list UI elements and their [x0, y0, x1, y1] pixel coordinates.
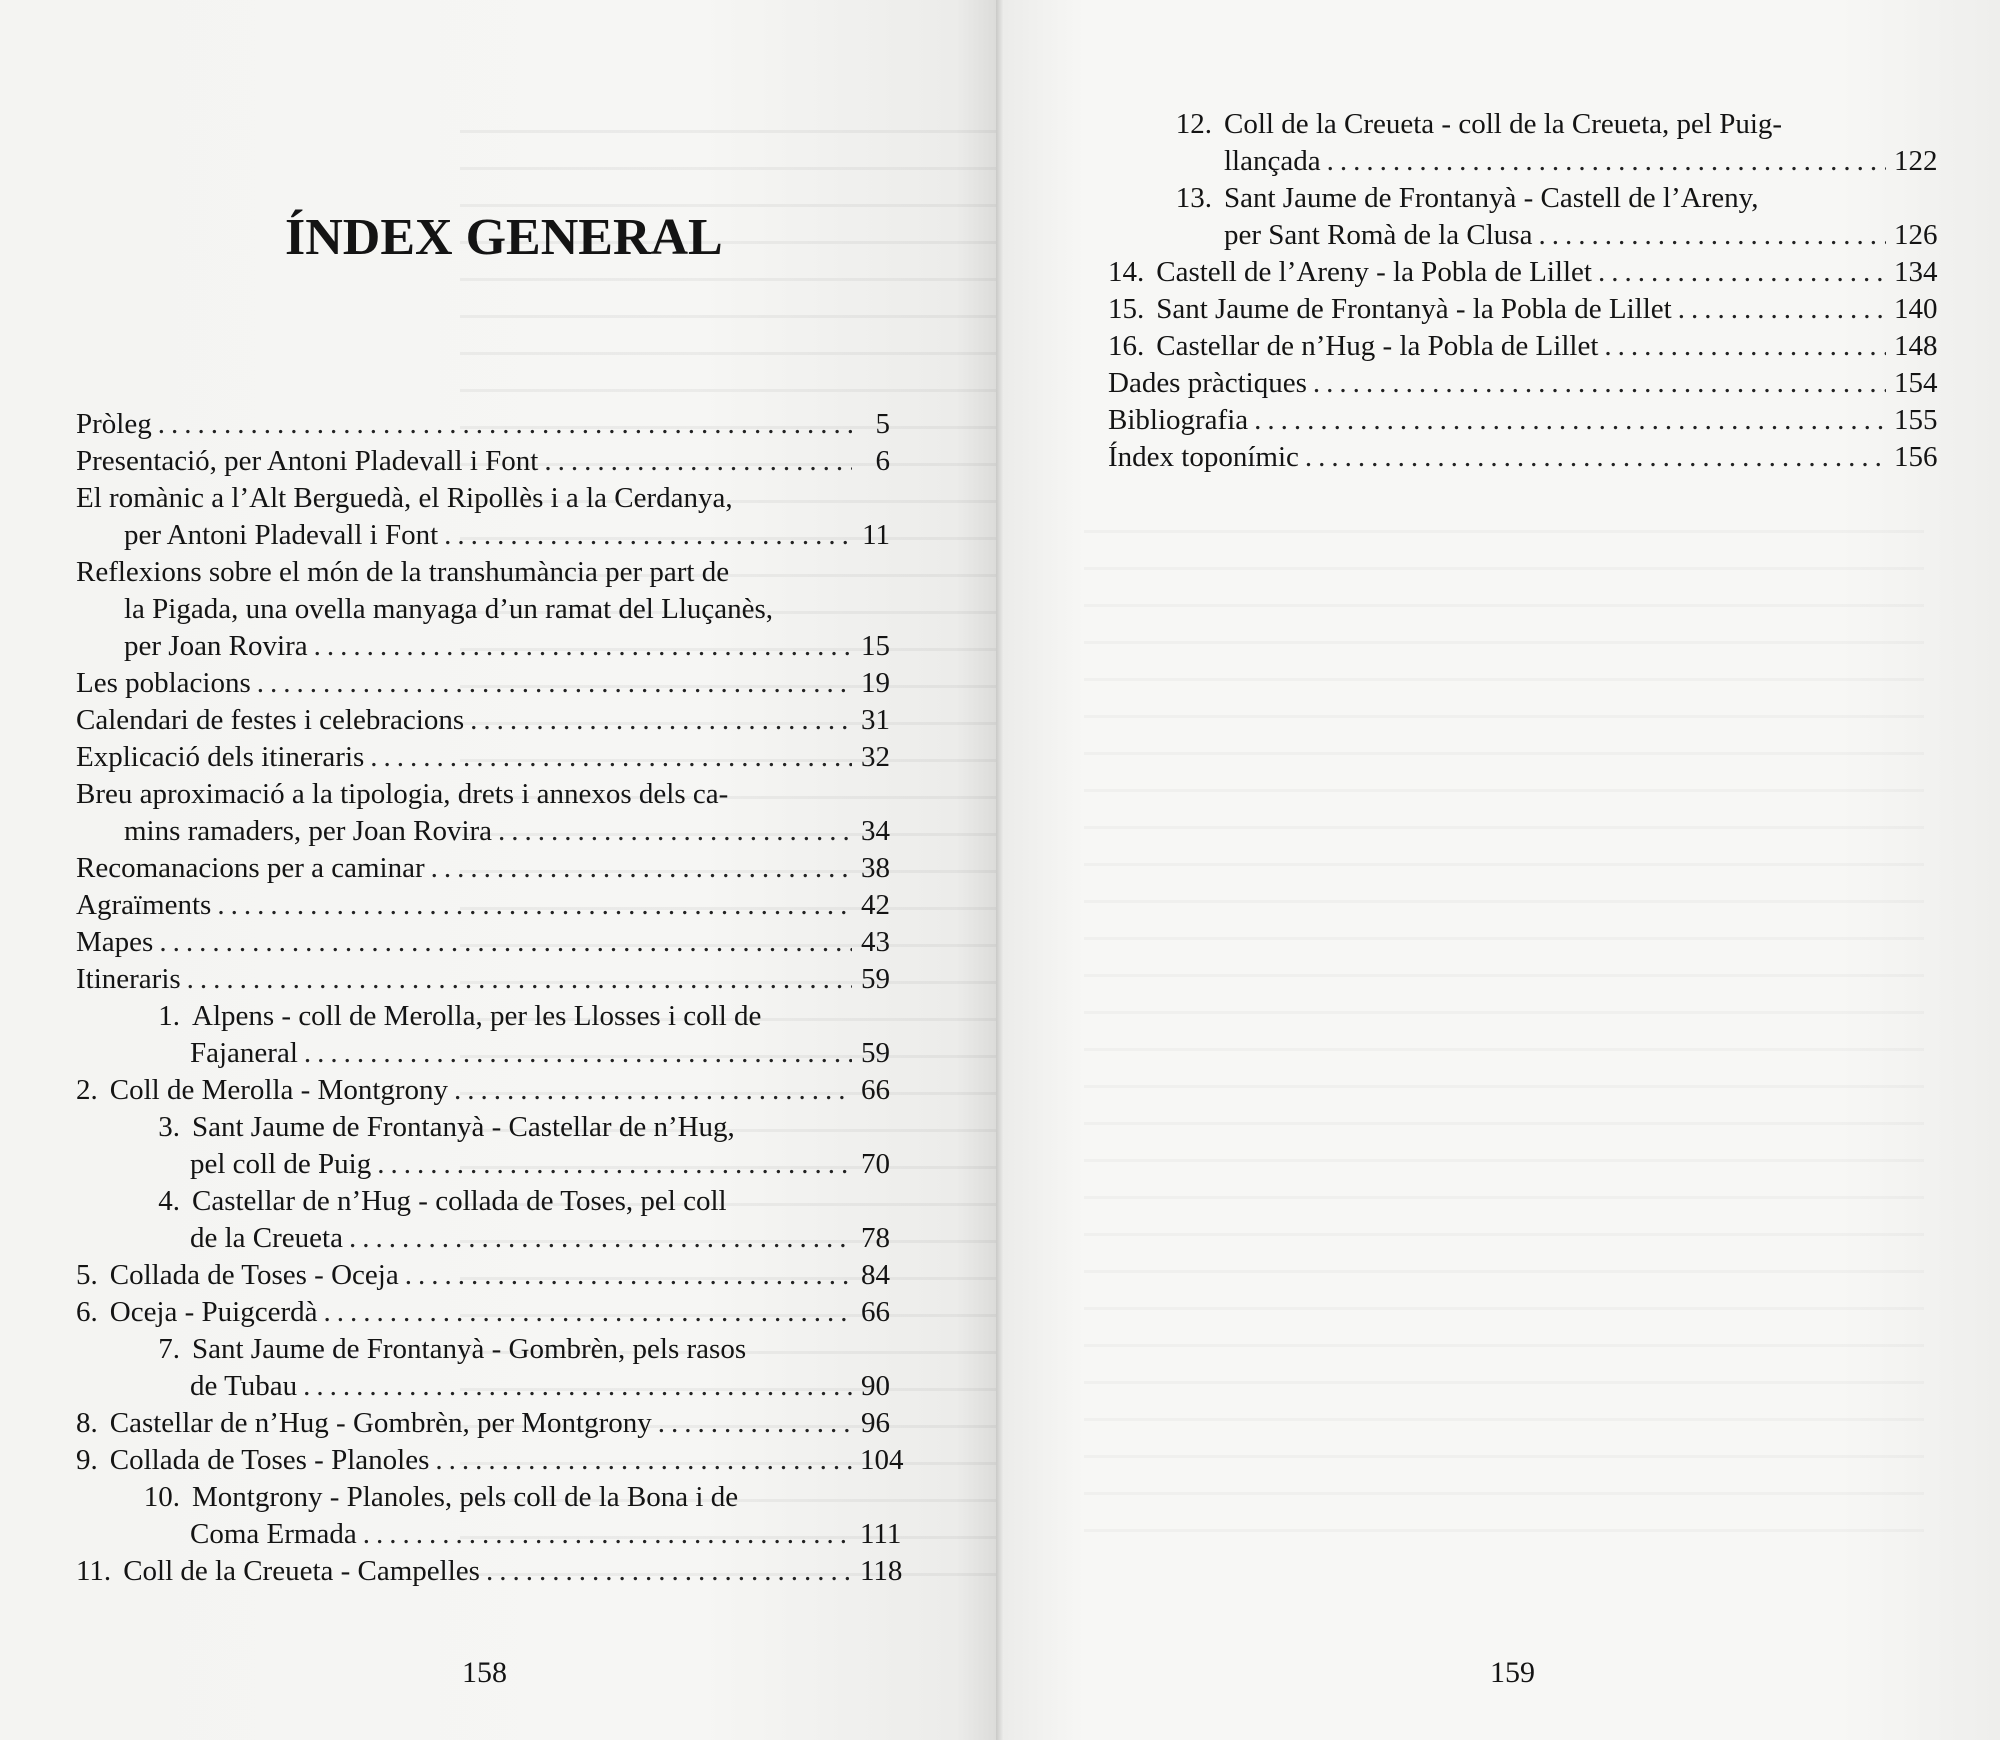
- toc-itinerary-3[interactable]: [76, 1109, 890, 1183]
- dot-leader: [323, 1294, 852, 1331]
- toc-page-number: 31: [861, 704, 890, 736]
- toc-page-number: 32: [861, 741, 890, 773]
- toc-entry-text: pel coll de Puig: [190, 1148, 372, 1180]
- toc-page-number: 19: [861, 667, 890, 699]
- table-of-contents-left: [76, 406, 904, 1590]
- dot-leader: [486, 1553, 852, 1590]
- toc-entry-presentacio[interactable]: [76, 443, 890, 480]
- toc-page-number: 5: [875, 408, 890, 440]
- toc-entry-text: Sant Jaume de Frontanyà - Gombrèn, pels rasos: [192, 1333, 747, 1365]
- toc-entry-calendari[interactable]: [76, 702, 890, 739]
- toc-itinerary-5[interactable]: [76, 1257, 890, 1294]
- toc-entry-text: Alpens - coll de Merolla, per les Llosses i coll de: [192, 1000, 762, 1032]
- toc-entry-text: Collada de Toses - Planoles: [109, 1444, 430, 1476]
- toc-page-number: 126: [1894, 219, 1938, 251]
- toc-itinerary-6[interactable]: [76, 1294, 890, 1331]
- toc-entry-text: per Sant Romà de la Clusa: [1224, 219, 1533, 251]
- toc-entry-recomanacions[interactable]: [76, 850, 890, 887]
- toc-entry-text: Collada de Toses - Oceja: [109, 1259, 399, 1291]
- dot-leader: [377, 1146, 852, 1183]
- toc-entry-text: Montgrony - Planoles, pels coll de la Bona i de: [192, 1481, 739, 1513]
- toc-entry-text: Castellar de n’Hug - collada de Toses, pel coll: [192, 1185, 727, 1217]
- itinerary-number: 14.: [1108, 256, 1145, 288]
- toc-entry-text: Itineraris: [76, 963, 181, 995]
- toc-entry-text: Recomanacions per a caminar: [76, 852, 425, 884]
- dot-leader: [349, 1220, 852, 1257]
- toc-page-number: 66: [861, 1296, 890, 1328]
- toc-entry-poblacions[interactable]: [76, 665, 890, 702]
- dot-leader: [435, 1442, 852, 1479]
- toc-entry-index-toponimic[interactable]: [1108, 439, 1938, 476]
- itinerary-number: 7.: [158, 1333, 180, 1365]
- page-number: 158: [462, 1656, 507, 1689]
- itinerary-number: 11.: [76, 1555, 112, 1587]
- toc-entry-text: Agraïments: [76, 889, 212, 921]
- toc-entry-text: per Antoni Pladevall i Font: [124, 519, 439, 551]
- toc-entry-text: Breu aproximació a la tipologia, drets i annexos dels ca-: [76, 778, 729, 810]
- itinerary-number: 6.: [76, 1296, 98, 1328]
- dot-leader: [363, 1516, 852, 1553]
- page-title: ÍNDEX GENERAL: [285, 209, 723, 266]
- toc-page-number: 34: [861, 815, 890, 847]
- left-page: [0, 0, 996, 1740]
- toc-entry-text: Castellar de n’Hug - la Pobla de Lillet: [1156, 330, 1599, 362]
- dot-leader: [1604, 328, 1886, 365]
- toc-page-number: 84: [861, 1259, 890, 1291]
- table-of-contents-right: [1108, 106, 1938, 476]
- toc-itinerary-7[interactable]: [76, 1331, 890, 1405]
- dot-leader: [658, 1405, 852, 1442]
- itinerary-number: 12.: [1175, 108, 1212, 140]
- dot-leader: [1678, 291, 1886, 328]
- toc-entry-text: la Pigada, una ovella manyaga d’un ramat del Lluçanès,: [124, 593, 774, 625]
- book-gutter: [996, 0, 1004, 1740]
- toc-page-number: 155: [1894, 404, 1938, 436]
- dot-leader: [498, 813, 852, 850]
- toc-page-number: 66: [861, 1074, 890, 1106]
- dot-leader: [187, 961, 852, 998]
- toc-itinerary-12[interactable]: [1108, 106, 1938, 180]
- toc-page-number: 43: [861, 926, 890, 958]
- toc-page-number: 78: [861, 1222, 890, 1254]
- itinerary-number: 15.: [1108, 293, 1145, 325]
- dot-leader: [159, 924, 852, 961]
- toc-entry-text: Coll de la Creueta - coll de la Creueta, pel Puig-: [1224, 108, 1783, 140]
- toc-page-number: 59: [861, 963, 890, 995]
- toc-entry-text: Coma Ermada: [190, 1518, 357, 1550]
- toc-page-number: 6: [875, 445, 890, 477]
- toc-itinerary-16[interactable]: [1108, 328, 1938, 365]
- toc-entry-text: Índex toponímic: [1108, 441, 1299, 473]
- toc-page-number: 59: [861, 1037, 890, 1069]
- dot-leader: [470, 702, 852, 739]
- toc-entry-text: Calendari de festes i celebracions: [76, 704, 465, 736]
- dot-leader: [217, 887, 852, 924]
- toc-entry-text: Castell de l’Areny - la Pobla de Lillet: [1156, 256, 1592, 288]
- dot-leader: [454, 1072, 852, 1109]
- itinerary-number: 1.: [158, 1000, 180, 1032]
- toc-page-number: 11: [862, 519, 890, 551]
- dot-leader: [1327, 143, 1886, 180]
- toc-entry-text: Explicació dels itineraris: [76, 741, 365, 773]
- dot-leader: [544, 443, 852, 480]
- toc-entry-text: El romànic a l’Alt Berguedà, el Ripollès i a la Cerdanya,: [76, 482, 733, 514]
- toc-entry-text: per Joan Rovira: [124, 630, 308, 662]
- toc-itinerary-8[interactable]: [76, 1405, 890, 1442]
- toc-page-number: 90: [861, 1370, 890, 1402]
- toc-entry-text: de Tubau: [190, 1370, 298, 1402]
- dot-leader: [314, 628, 852, 665]
- toc-entry-text: Sant Jaume de Frontanyà - la Pobla de Lillet: [1156, 293, 1672, 325]
- toc-entry-itineraris[interactable]: [76, 961, 890, 998]
- toc-entry-text: Coll de la Creueta - Campelles: [123, 1555, 480, 1587]
- toc-page-number: 42: [861, 889, 890, 921]
- toc-entry-text: Pròleg: [76, 408, 152, 440]
- dot-leader: [1538, 217, 1886, 254]
- dot-leader: [1598, 254, 1886, 291]
- dot-leader: [257, 665, 852, 702]
- toc-page-number: 70: [861, 1148, 890, 1180]
- dot-leader: [1254, 402, 1886, 439]
- toc-entry-text: Reflexions sobre el món de la transhumància per part de: [76, 556, 730, 588]
- toc-itinerary-2[interactable]: [76, 1072, 890, 1109]
- toc-page-number: 118: [860, 1555, 903, 1587]
- toc-entry-romanic[interactable]: [76, 480, 890, 554]
- dot-leader: [370, 739, 852, 776]
- toc-itinerary-1[interactable]: [76, 998, 890, 1072]
- toc-page-number: 134: [1894, 256, 1938, 288]
- toc-itinerary-9[interactable]: [76, 1442, 904, 1479]
- dot-leader: [405, 1257, 852, 1294]
- itinerary-number: 5.: [76, 1259, 98, 1291]
- toc-entry-text: Les poblacions: [76, 667, 251, 699]
- toc-entry-dades-practiques[interactable]: [1108, 365, 1938, 402]
- toc-entry-text: Sant Jaume de Frontanyà - Castell de l’Areny,: [1224, 182, 1759, 214]
- toc-page-number: 148: [1894, 330, 1938, 362]
- toc-entry-text: Coll de Merolla - Montgrony: [109, 1074, 449, 1106]
- toc-itinerary-11[interactable]: [76, 1553, 903, 1590]
- dot-leader: [444, 517, 852, 554]
- dot-leader: [1313, 365, 1886, 402]
- toc-entry-text: Fajaneral: [190, 1037, 298, 1069]
- toc-page-number: 122: [1894, 145, 1938, 177]
- toc-entry-breu-aproximacio[interactable]: [76, 776, 890, 850]
- toc-entry-explicacio[interactable]: [76, 739, 890, 776]
- toc-itinerary-15[interactable]: [1108, 291, 1938, 328]
- toc-page-number: 154: [1894, 367, 1938, 399]
- toc-entry-mapes[interactable]: [76, 924, 890, 961]
- toc-itinerary-13[interactable]: [1108, 180, 1938, 254]
- toc-itinerary-4[interactable]: [76, 1183, 890, 1257]
- toc-entry-text: Bibliografia: [1108, 404, 1249, 436]
- toc-entry-bibliografia[interactable]: [1108, 402, 1938, 439]
- itinerary-number: 9.: [76, 1444, 98, 1476]
- dot-leader: [158, 406, 852, 443]
- itinerary-number: 4.: [158, 1185, 180, 1217]
- toc-page-number: 111: [860, 1518, 902, 1550]
- dot-leader: [431, 850, 852, 887]
- itinerary-number: 3.: [158, 1111, 180, 1143]
- toc-itinerary-10[interactable]: [76, 1479, 902, 1553]
- toc-page-number: 96: [861, 1407, 890, 1439]
- toc-entry-reflexions[interactable]: [76, 554, 890, 665]
- toc-page-number: 156: [1894, 441, 1938, 473]
- toc-entry-text: Mapes: [76, 926, 154, 958]
- toc-page-number: 140: [1894, 293, 1938, 325]
- toc-entry-proleg[interactable]: [76, 406, 890, 443]
- itinerary-number: 13.: [1175, 182, 1212, 214]
- toc-entry-text: de la Creueta: [190, 1222, 343, 1254]
- toc-entry-text: Oceja - Puigcerdà: [109, 1296, 318, 1328]
- right-page: [1004, 0, 2000, 1740]
- dot-leader: [1305, 439, 1886, 476]
- toc-entry-agraiments[interactable]: [76, 887, 890, 924]
- toc-entry-text: Castellar de n’Hug - Gombrèn, per Montgrony: [109, 1407, 652, 1439]
- itinerary-number: 16.: [1108, 330, 1145, 362]
- itinerary-number: 10.: [143, 1481, 180, 1513]
- toc-itinerary-14[interactable]: [1108, 254, 1938, 291]
- dot-leader: [304, 1035, 852, 1072]
- toc-entry-text: Dades pràctiques: [1108, 367, 1307, 399]
- toc-entry-text: Sant Jaume de Frontanyà - Castellar de n’Hug,: [192, 1111, 735, 1143]
- page-number: 159: [1490, 1656, 1535, 1689]
- bleed-through-texture: [1084, 500, 1924, 1560]
- toc-page-number: 104: [860, 1444, 904, 1476]
- dot-leader: [303, 1368, 852, 1405]
- toc-entry-text: mins ramaders, per Joan Rovira: [124, 815, 493, 847]
- toc-entry-text: Presentació, per Antoni Pladevall i Font: [76, 445, 539, 477]
- itinerary-number: 8.: [76, 1407, 98, 1439]
- toc-page-number: 15: [861, 630, 890, 662]
- itinerary-number: 2.: [76, 1074, 98, 1106]
- toc-page-number: 38: [861, 852, 890, 884]
- toc-entry-text: llançada: [1224, 145, 1321, 177]
